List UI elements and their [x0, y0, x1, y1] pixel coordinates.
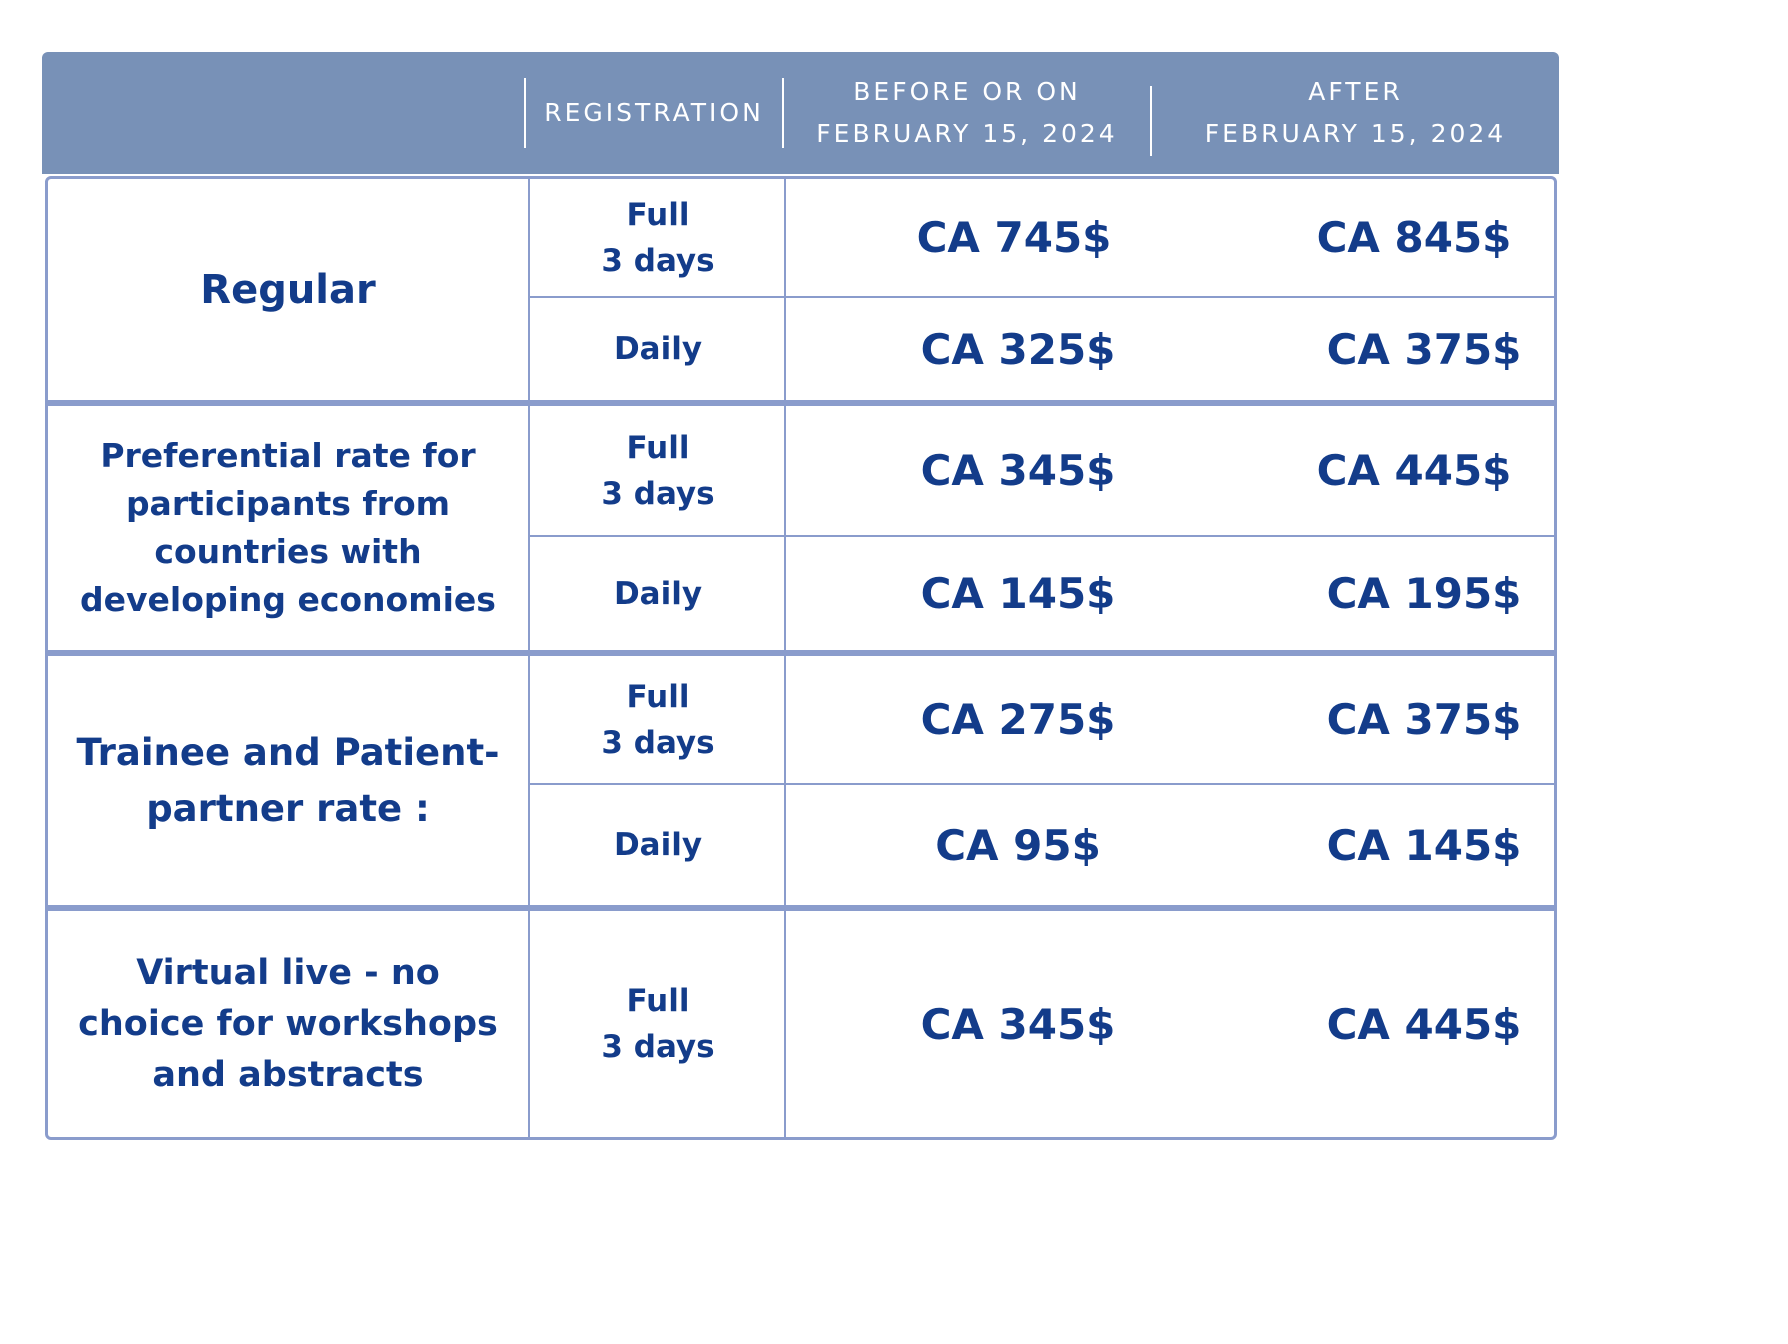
- price-before: CA 345$: [920, 999, 1116, 1049]
- category-virtual: Virtual live - no choice for workshops and abstracts: [78, 952, 498, 1095]
- price-after: CA 375$: [1326, 324, 1522, 374]
- registration-label: Full: [626, 983, 690, 1019]
- price-after: CA 845$: [1316, 213, 1512, 262]
- header-after-line2: FEBRUARY 15, 2024: [1204, 119, 1507, 148]
- price-after: CA 445$: [1326, 999, 1522, 1049]
- registration-label: Full: [626, 429, 690, 466]
- header-after-line1: AFTER: [1308, 77, 1403, 106]
- price-after: CA 195$: [1326, 569, 1522, 618]
- registration-duration: 3 days: [601, 724, 715, 761]
- registration-daily: [530, 785, 786, 905]
- registration-label: Daily: [613, 331, 703, 367]
- price-after: CA 375$: [1326, 695, 1522, 744]
- header-before-line1: BEFORE OR ON: [853, 77, 1081, 106]
- price-after: CA 145$: [1326, 820, 1522, 870]
- price-before: CA 325$: [920, 324, 1116, 374]
- registration-full: [530, 179, 786, 296]
- registration-full: [530, 911, 786, 1137]
- registration-full: [530, 406, 786, 535]
- registration-full: [530, 656, 786, 783]
- registration-label: Daily: [613, 827, 703, 863]
- header-before-line2: FEBRUARY 15, 2024: [816, 119, 1118, 148]
- price-after: CA 445$: [1316, 446, 1512, 495]
- price-before: CA 745$: [916, 213, 1112, 262]
- table-header: [42, 52, 1559, 174]
- category-preferential: Preferential rate for participants from countries with developing economies: [80, 436, 496, 619]
- registration-duration: 3 days: [601, 475, 715, 512]
- registration-label: Daily: [613, 575, 703, 612]
- price-before: CA 95$: [935, 820, 1101, 870]
- price-before: CA 145$: [920, 569, 1116, 618]
- registration-duration: 3 days: [601, 1029, 715, 1065]
- registration-daily: [530, 298, 786, 400]
- registration-label: Full: [626, 678, 690, 715]
- registration-daily: [530, 537, 786, 650]
- category-trainee: Trainee and Patient-partner rate :: [76, 730, 500, 830]
- header-registration-label: REGISTRATION: [544, 98, 764, 127]
- header-before-date: [784, 52, 1150, 174]
- header-registration: [526, 52, 782, 174]
- category-regular: Regular: [200, 266, 376, 313]
- registration-duration: 3 days: [601, 242, 715, 279]
- registration-label: Full: [626, 196, 690, 233]
- price-before: CA 345$: [920, 446, 1116, 495]
- price-before: CA 275$: [920, 695, 1116, 744]
- header-after-date: [1152, 52, 1559, 174]
- pricing-table: [45, 176, 1557, 1140]
